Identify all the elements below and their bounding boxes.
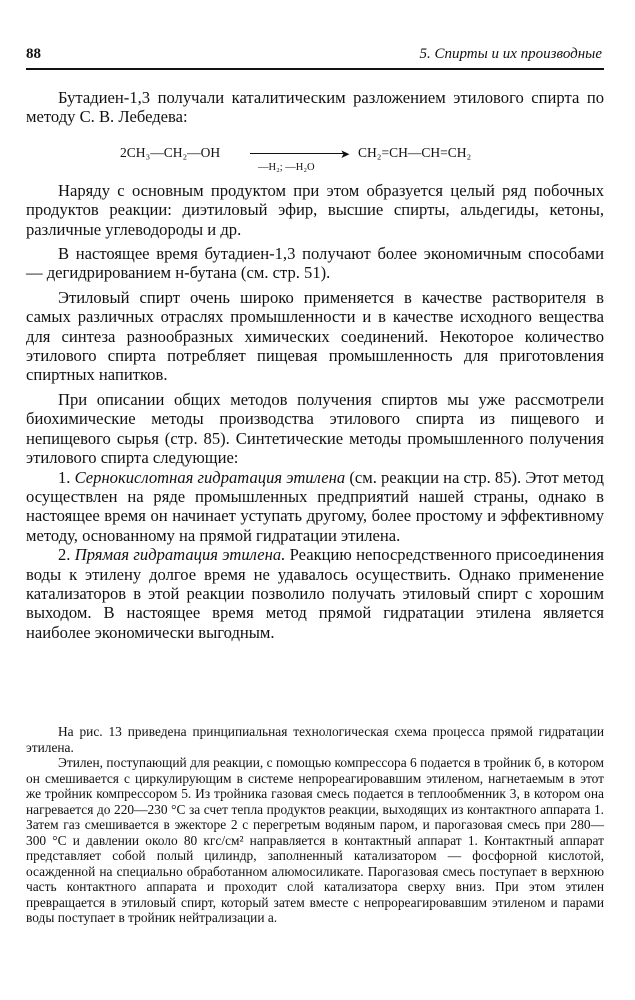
method-1-number: 1. [58,467,75,487]
reaction-conditions: —H₂; —H₂O [258,161,315,173]
page-header [26,44,604,70]
arrowhead-icon: ➤ [340,146,351,161]
page-number: 88 [26,46,41,62]
paragraph-byproducts: Наряду с основным продуктом при этом образуется целый ряд побочных продуктов реакции: диэтиловый эфир, высшие спирты, альдегиды, кетоны, различные углеводороды и др. [26,180,604,239]
method-2-text: Реакцию непосредственного присоединения воды к этилену долгое время не удавалось осуществить. Однако применение катализаторов в этой реакции позволило получать этиловый спирт с хорошим выходом. В настоящее время метод прямой гидратации этилена является наиболее экономически выгодным. [26,545,604,642]
product: CH₂=CH—CH=CH₂ [358,144,472,160]
paragraph-method-2 [26,545,604,642]
reaction-arrow [250,153,346,155]
paragraph-method-1 [26,468,604,546]
paragraph-synthesis-methods: При описании общих методов получения спиртов мы уже рассмотрели биохимические методы производства этилового спирта из пищевого и непищевого сырья (стр. 85). Синтетические методы промышленного получения этилового спирта следующие: [26,389,604,468]
paragraph-solvent-use: Этиловый спирт очень широко применяется в качестве растворителя в самых различных отраслях промышленности и в качестве исходного вещества для синтеза разнообразных химических соединений. Некоторое количество этилового спирта потребляет пищевая промышленность для приготовления спиртных напитков. [26,287,604,385]
method-2-number: 2. [58,545,75,565]
reactant: 2CH₃—CH₂—OH [120,144,221,160]
main-text [26,88,604,642]
reaction-equation [26,127,604,181]
method-1-title: Сернокислотная гидратация этилена [74,467,346,487]
smallprint-figure-ref: На рис. 13 приведена принципиальная технологическая схема процесса прямой гидратации этилена. [26,724,604,755]
smallprint-process-description: Этилен, поступающий для реакции, с помощью компрессора 6 подается в тройник б, в котором он смешивается с циркулирующим в системе непрореагировавшим этиленом, нагнетаемым в этот же тройник компрессором 5. Из тройника газовая смесь подается в теплообменник 3, в котором она нагревается до 220—230 °С за счет тепла продуктов реакции, выходящих из контактного аппарата 1. Затем газ смешивается в эжекторе 2 с перегретым водяным паром, и парогазовая смесь при 280—300 °С и давлении около 80 кгс/см² направляется в контактный аппарат 1. Контактный аппарат представляет собой полый цилиндр, заполненный катализатором — фосфорной кислотой, осажденной на специально обработанном алюмосиликате. Парогазовая смесь поступает в верхнюю часть контактного аппарата и проходит слой катализатора сверху вниз. При этом этилен превращается в этиловый спирт, который затем вместе с непрореагировавшим этиленом и парами воды поступает в тройник нейтрализации а. [26,755,604,925]
intro-paragraph: Бутадиен-1,3 получали каталитическим разложением этилового спирта по методу С. В. Лебедева: [26,88,604,127]
small-print-section [26,724,604,926]
running-head: 5. Спирты и их производные [419,46,602,62]
paragraph-modern-methods: В настоящее время бутадиен-1,3 получают более экономичным способами — дегидрированием н-бутана (см. стр. 51). [26,244,604,283]
method-2-title: Прямая гидратация этилена. [74,545,286,565]
method-1-text: (см. реакции на стр. 85). Этот метод осуществлен на ряде промышленных предприятий нашей страны, однако в настоящее время он начинает уступать другому, более простому и эффективному методу, основанному на прямой гидратации этилена. [26,467,604,545]
